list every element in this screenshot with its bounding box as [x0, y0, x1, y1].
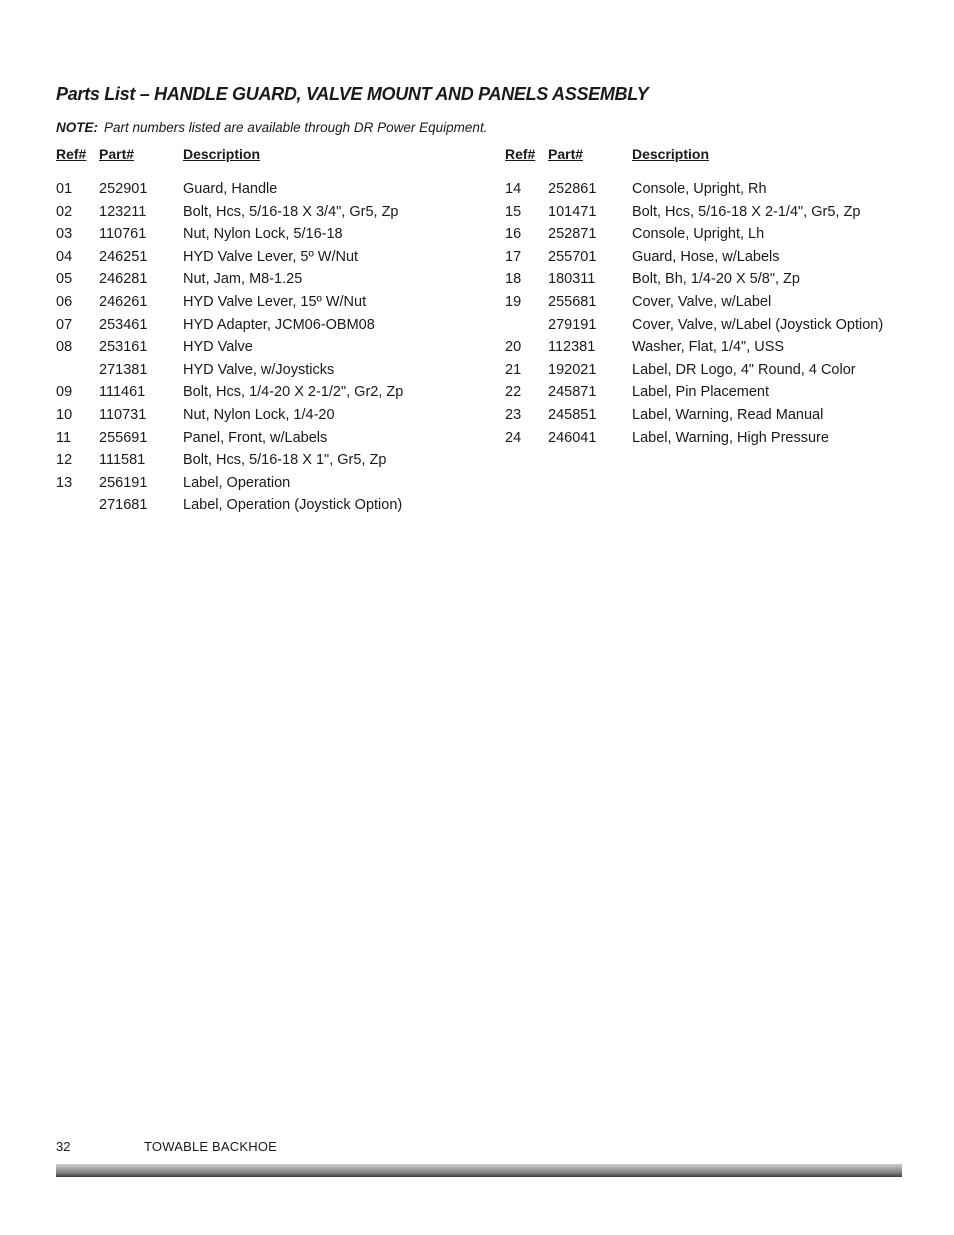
part-number-cell: 271381	[99, 361, 148, 378]
footer-title: TOWABLE BACKHOE	[144, 1139, 278, 1154]
description-cell: Guard, Hose, w/Labels	[632, 248, 780, 265]
footer-rule	[56, 1164, 902, 1177]
part-number-cell: 245851	[548, 406, 597, 423]
description-cell: Nut, Jam, M8-1.25	[183, 271, 303, 288]
part-number-cell: 255701	[548, 248, 597, 265]
part-number-cell: 279191	[548, 316, 597, 333]
part-number-cell: 252901	[99, 181, 148, 197]
description-cell: Panel, Front, w/Labels	[183, 429, 328, 446]
header-description: Description	[183, 146, 261, 162]
description-cell: Nut, Nylon Lock, 1/4-20	[183, 406, 335, 423]
note-label: NOTE:	[56, 120, 98, 135]
description-cell: Cover, Valve, w/Label	[632, 293, 772, 310]
description-cell: Bolt, Hcs, 5/16-18 X 2-1/4", Gr5, Zp	[632, 203, 861, 220]
ref-cell: 20	[505, 339, 522, 356]
description-cell: HYD Valve, w/Joysticks	[183, 361, 335, 378]
description-cell: Label, Warning, High Pressure	[632, 429, 829, 446]
part-number-cell: 246261	[99, 293, 148, 310]
part-number-cell: 245871	[548, 384, 597, 401]
description-cell: Label, Pin Placement	[632, 384, 770, 401]
description-cell: Bolt, Bh, 1/4-20 X 5/8", Zp	[632, 271, 800, 288]
ref-cell: 06	[56, 293, 73, 310]
ref-cell: 19	[505, 293, 522, 310]
description-cell: Cover, Valve, w/Label (Joystick Option)	[632, 316, 884, 333]
note	[56, 120, 487, 135]
ref-cell: 03	[56, 226, 73, 243]
part-number-cell: 246281	[99, 271, 148, 288]
ref-cell: 05	[56, 271, 73, 288]
ref-cell: 01	[56, 181, 73, 197]
description-cell: HYD Valve	[183, 339, 253, 356]
part-number-cell: 253461	[99, 316, 148, 333]
ref-cell: 12	[56, 452, 73, 469]
part-number-cell: 111461	[99, 384, 146, 401]
description-cell: Nut, Nylon Lock, 5/16-18	[183, 226, 343, 243]
part-number-cell: 252861	[548, 181, 597, 197]
description-cell: Guard, Handle	[183, 181, 278, 197]
part-number-cell: 255681	[548, 293, 597, 310]
ref-cell: 16	[505, 226, 522, 243]
ref-cell: 10	[56, 406, 73, 423]
part-number-cell: 110731	[99, 406, 147, 423]
description-cell: HYD Adapter, JCM06-OBM08	[183, 316, 375, 333]
header-ref: Ref#	[505, 146, 536, 162]
page-title: Parts List – HANDLE GUARD, VALVE MOUNT AND PANELS ASSEMBLY	[56, 84, 649, 104]
description-cell: Label, Operation (Joystick Option)	[183, 497, 403, 514]
part-number-cell: 123211	[99, 203, 147, 220]
page-number: 32	[56, 1139, 71, 1154]
note-text: Part numbers listed are available through DR Power Equipment.	[104, 120, 488, 135]
part-number-cell: 112381	[548, 339, 596, 356]
ref-cell: 07	[56, 316, 73, 333]
description-cell: Console, Upright, Lh	[632, 226, 765, 243]
description-cell: Console, Upright, Rh	[632, 181, 767, 197]
ref-cell: 13	[56, 474, 73, 491]
part-number-cell: 256191	[99, 474, 148, 491]
part-number-cell: 192021	[548, 361, 597, 378]
part-number-cell: 246251	[99, 248, 148, 265]
part-number-cell: 246041	[548, 429, 597, 446]
ref-cell: 18	[505, 271, 522, 288]
ref-cell: 24	[505, 429, 522, 446]
part-number-cell: 110761	[99, 226, 147, 243]
description-cell: Label, Operation	[183, 474, 291, 491]
header-part: Part#	[548, 146, 584, 162]
ref-cell: 15	[505, 203, 522, 220]
description-cell: Bolt, Hcs, 5/16-18 X 3/4", Gr5, Zp	[183, 203, 399, 220]
description-cell: Washer, Flat, 1/4", USS	[632, 339, 785, 356]
description-cell: Label, DR Logo, 4" Round, 4 Color	[632, 361, 856, 378]
header-description: Description	[632, 146, 710, 162]
ref-cell: 09	[56, 384, 73, 401]
ref-cell: 04	[56, 248, 73, 265]
description-cell: HYD Valve Lever, 15º W/Nut	[183, 293, 367, 310]
part-number-cell: 252871	[548, 226, 597, 243]
part-number-cell: 101471	[548, 203, 597, 220]
part-number-cell: 180311	[548, 271, 596, 288]
ref-cell: 11	[56, 429, 72, 446]
header-ref: Ref#	[56, 146, 87, 162]
description-cell: Label, Warning, Read Manual	[632, 406, 824, 423]
ref-cell: 22	[505, 384, 522, 401]
ref-cell: 23	[505, 406, 522, 423]
ref-cell: 21	[505, 361, 522, 378]
ref-cell: 17	[505, 248, 522, 265]
part-number-cell: 255691	[99, 429, 148, 446]
description-cell: Bolt, Hcs, 5/16-18 X 1", Gr5, Zp	[183, 452, 387, 469]
description-cell: Bolt, Hcs, 1/4-20 X 2-1/2", Gr2, Zp	[183, 384, 404, 401]
part-number-cell: 111581	[99, 452, 146, 469]
ref-cell: 02	[56, 203, 73, 220]
part-number-cell: 253161	[99, 339, 148, 356]
part-number-cell: 271681	[99, 497, 148, 514]
ref-cell: 08	[56, 339, 73, 356]
description-cell: HYD Valve Lever, 5º W/Nut	[183, 248, 359, 265]
ref-cell: 14	[505, 181, 522, 197]
header-part: Part#	[99, 146, 135, 162]
